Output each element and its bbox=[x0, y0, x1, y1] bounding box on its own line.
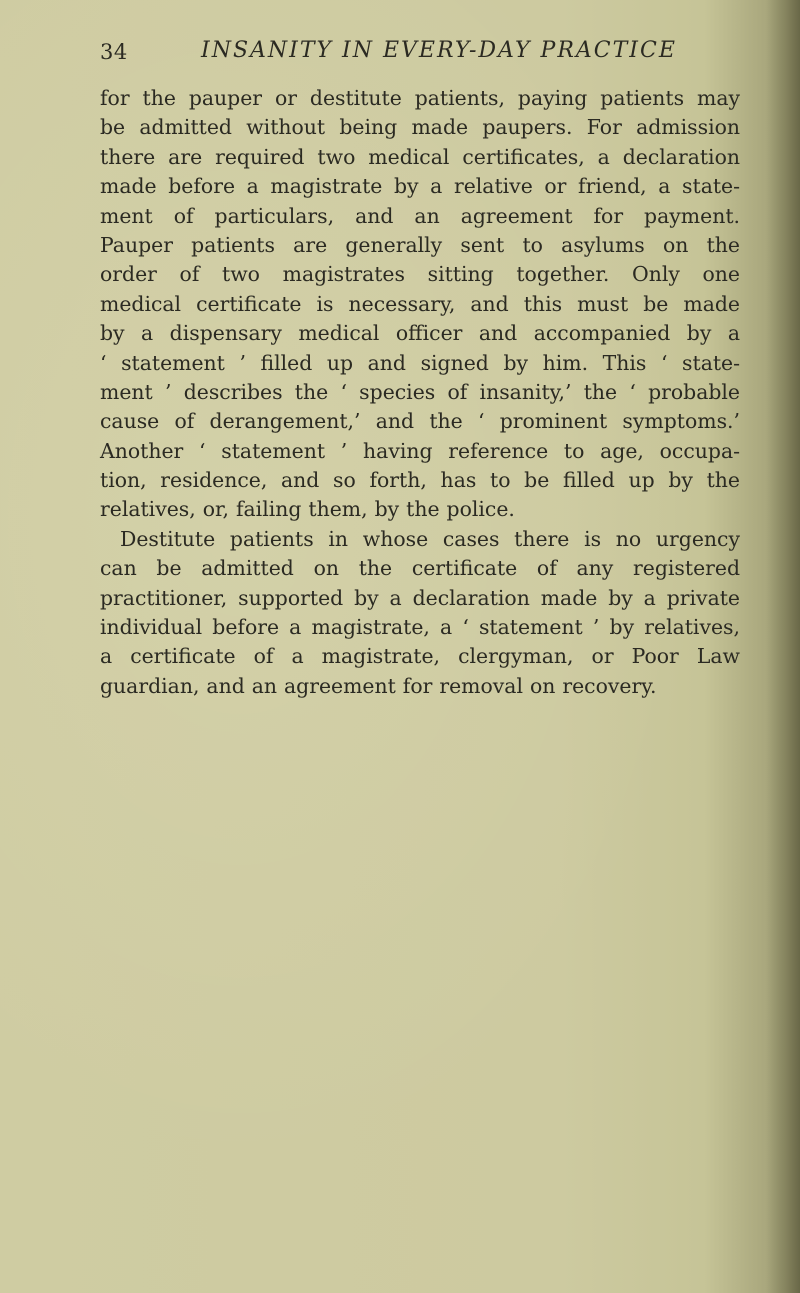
page-number: 34 bbox=[100, 40, 128, 64]
text-line: ment ’ describes the ‘ species of insanity,’ the ‘ probable bbox=[100, 379, 740, 404]
paragraph-2 bbox=[100, 525, 740, 701]
text-line: ment of particulars, and an agreement for payment. bbox=[100, 203, 740, 228]
text-line: made before a magistrate by a relative or friend, a state- bbox=[100, 174, 740, 199]
text-line: order of two magistrates sitting together. Only one bbox=[100, 262, 740, 287]
text-line: Destitute patients in whose cases there is no urgency bbox=[120, 526, 740, 551]
text-line: guardian, and an agreement for removal on recovery. bbox=[100, 673, 657, 698]
text-line: there are required two medical certificates, a declaration bbox=[100, 144, 740, 169]
text-line: can be admitted on the certificate of any registered bbox=[100, 556, 740, 581]
page-header bbox=[100, 38, 740, 78]
text-line: individual before a magistrate, a ‘ statement ’ by relatives, bbox=[100, 615, 740, 640]
text-line: for the pauper or destitute patients, paying patients may bbox=[100, 86, 740, 110]
text-line: medical certificate is necessary, and this must be made bbox=[100, 291, 740, 316]
paragraph-1 bbox=[100, 84, 740, 525]
text-line: Another ‘ statement ’ having reference to age, occupa- bbox=[100, 438, 740, 463]
body-text bbox=[100, 84, 740, 701]
text-line: cause of derangement,’ and the ‘ prominent symptoms.’ bbox=[100, 409, 740, 434]
running-head: INSANITY IN EVERY-DAY PRACTICE bbox=[201, 38, 677, 63]
text-line: by a dispensary medical officer and accompanied by a bbox=[100, 321, 740, 346]
text-line: tion, residence, and so forth, has to be filled up by the bbox=[100, 468, 740, 493]
text-line: relatives, or, failing them, by the police. bbox=[100, 497, 515, 522]
text-line: be admitted without being made paupers. For admission bbox=[100, 115, 740, 140]
text-line: a certificate of a magistrate, clergyman, or Poor Law bbox=[100, 644, 740, 669]
text-line: practitioner, supported by a declaration made by a private bbox=[100, 585, 740, 610]
text-line: ‘ statement ’ filled up and signed by him. This ‘ state- bbox=[100, 350, 740, 375]
text-line: Pauper patients are generally sent to asylums on the bbox=[100, 232, 740, 257]
page-edge-shadow bbox=[766, 0, 800, 1293]
